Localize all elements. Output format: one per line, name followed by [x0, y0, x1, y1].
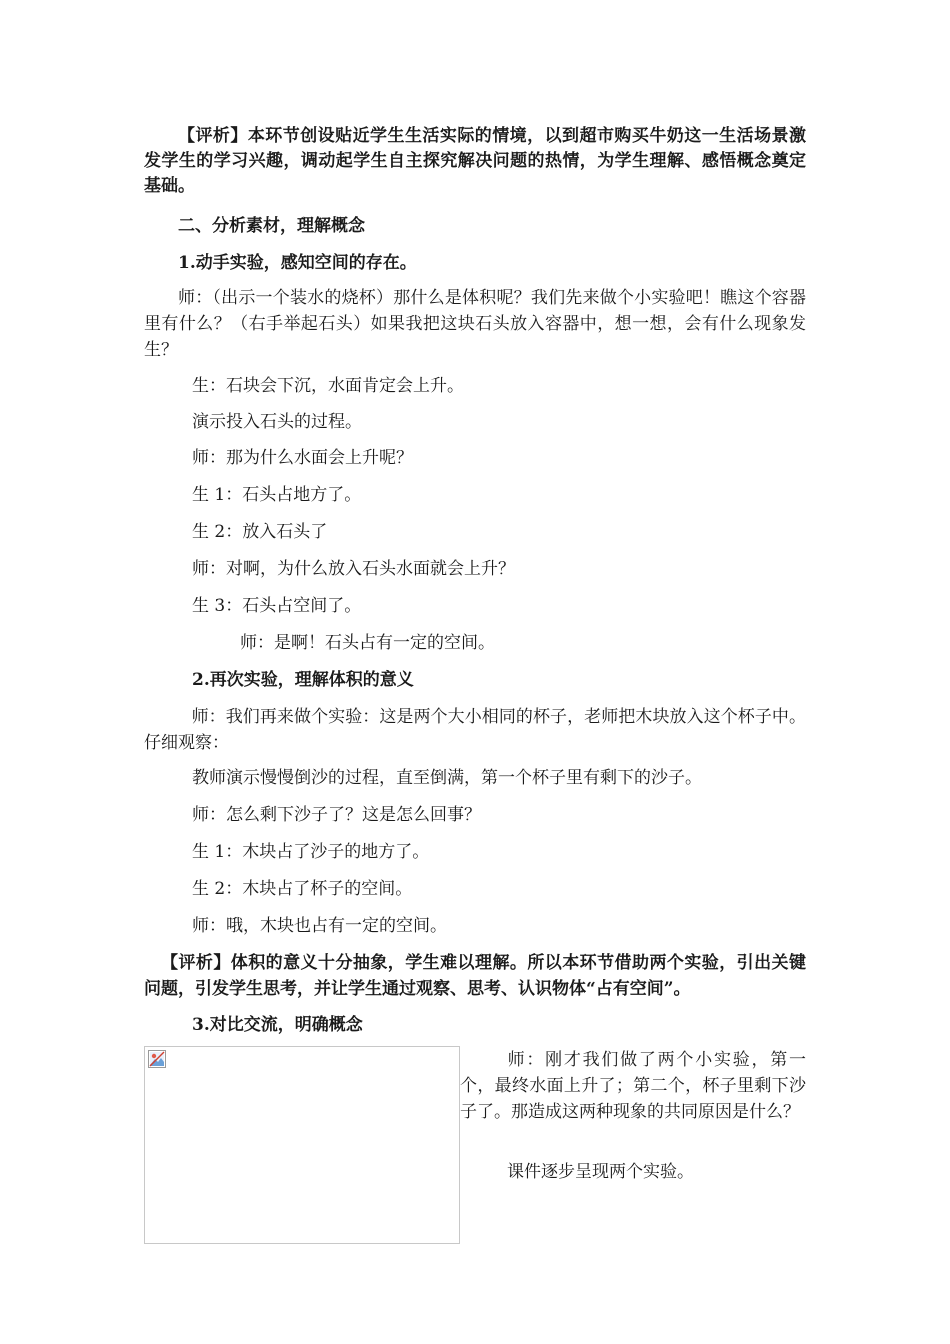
image-placeholder [144, 1046, 460, 1244]
dialogue-line-5: 生 2：放入石头了 [192, 522, 328, 542]
analysis-paragraph-1: 【评析】本环节创设贴近学生生活实际的情境，以到超市购买牛奶这一生活场景激发学生的学习兴趣，调动起学生自主探究解决问题的热情，为学生理解、感悟概念奠定基础。 [144, 126, 806, 196]
dialogue-line-14: 课件逐步呈现两个实验。 [507, 1162, 694, 1182]
teacher-paragraph-2: 师：我们再来做个实验：这是两个大小相同的杯子，老师把木块放入这个杯子中。仔细观察： [144, 707, 806, 753]
subsection-heading-1: 1.动手实验，感知空间的存在。 [178, 253, 417, 273]
dialogue-line-8: 师：是啊！石头占有一定的空间。 [240, 633, 495, 653]
section-heading-2: 二、分析素材，理解概念 [178, 216, 365, 236]
teacher-paragraph-3: 师：刚才我们做了两个小实验，第一个，最终水面上升了；第二个，杯子里剩下沙子了。那造成这两种现象的共同原因是什么？ [460, 1050, 806, 1122]
broken-image-icon [148, 1050, 166, 1068]
dialogue-line-10: 师：怎么剩下沙子了？这是怎么回事？ [192, 805, 481, 825]
dialogue-line-4: 生 1：石头占地方了。 [192, 485, 362, 505]
dialogue-line-6: 师：对啊，为什么放入石头水面就会上升？ [192, 559, 515, 579]
dialogue-line-12: 生 2：木块占了杯子的空间。 [192, 879, 413, 899]
dialogue-line-2: 演示投入石头的过程。 [192, 412, 362, 432]
dialogue-line-11: 生 1：木块占了沙子的地方了。 [192, 842, 430, 862]
dialogue-line-9: 教师演示慢慢倒沙的过程，直至倒满，第一个杯子里有剩下的沙子。 [192, 768, 702, 788]
analysis-paragraph-2: 【评析】体积的意义十分抽象，学生难以理解。所以本环节借助两个实验，引出关键问题，引发学生思考，并让学生通过观察、思考、认识物体“占有空间”。 [144, 953, 806, 999]
subsection-heading-3: 3.对比交流，明确概念 [192, 1015, 363, 1035]
subsection-heading-2: 2.再次实验，理解体积的意义 [192, 670, 414, 690]
teacher-paragraph-1: 师：（出示一个装水的烧杯）那什么是体积呢？我们先来做个小实验吧！瞧这个容器里有什么？（右手举起石头）如果我把这块石头放入容器中，想一想，会有什么现象发生？ [144, 288, 806, 360]
dialogue-line-1: 生：石块会下沉，水面肯定会上升。 [192, 376, 464, 396]
dialogue-line-13: 师：哦，木块也占有一定的空间。 [192, 916, 447, 936]
dialogue-line-7: 生 3：石头占空间了。 [192, 596, 362, 616]
dialogue-line-3: 师：那为什么水面会上升呢？ [192, 448, 413, 468]
